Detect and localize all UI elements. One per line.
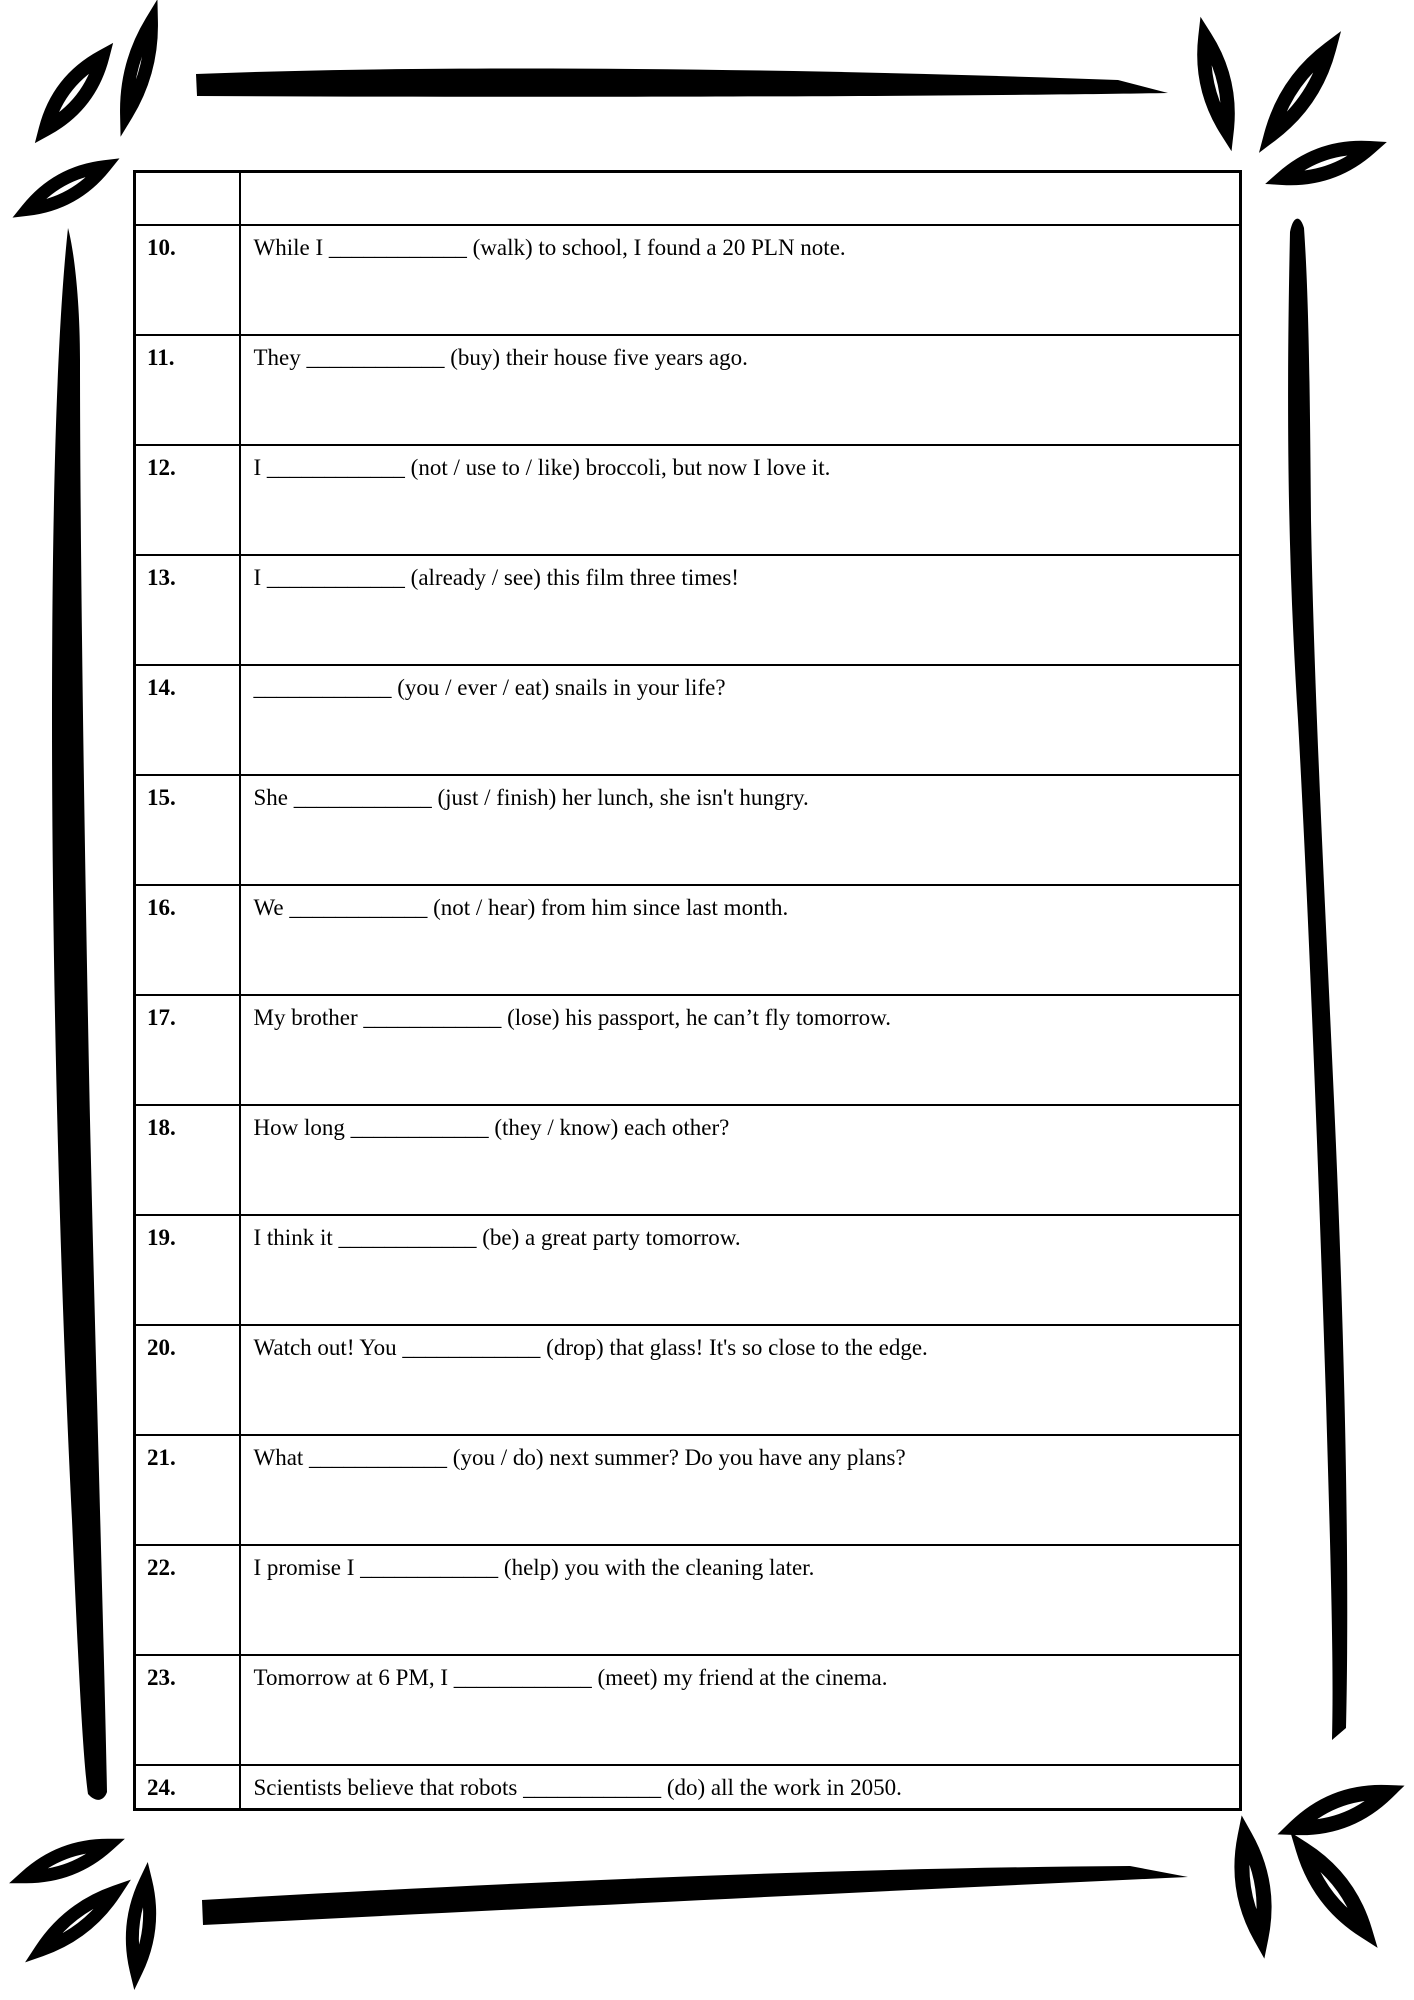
leaf-icon bbox=[1263, 44, 1336, 140]
header-cell-number bbox=[135, 172, 240, 225]
leaf-icon bbox=[1291, 1783, 1390, 1838]
exercise-number: 19. bbox=[135, 1215, 240, 1325]
leaf-icon bbox=[128, 1880, 153, 1971]
table-row bbox=[135, 1325, 1241, 1435]
table-row bbox=[135, 1215, 1241, 1325]
exercise-sentence: My brother ____________ (lose) his passport, he can’t fly tomorrow. bbox=[240, 995, 1241, 1105]
brush-stroke-bottom bbox=[202, 1866, 1188, 1925]
leaf-icon bbox=[36, 1886, 120, 1956]
table-row bbox=[135, 225, 1241, 335]
exercise-number: 10. bbox=[135, 225, 240, 335]
exercise-number: 15. bbox=[135, 775, 240, 885]
bottom-left-leaves bbox=[23, 1837, 154, 1971]
exercise-number: 14. bbox=[135, 665, 240, 775]
exercise-number: 18. bbox=[135, 1105, 240, 1215]
exercise-number: 22. bbox=[135, 1545, 240, 1655]
exercise-number: 16. bbox=[135, 885, 240, 995]
exercise-sentence: We ____________ (not / hear) from him since last month. bbox=[240, 885, 1241, 995]
table-row bbox=[135, 775, 1241, 885]
exercise-number: 20. bbox=[135, 1325, 240, 1435]
exercise-sentence: What ____________ (you / do) next summer? Do you have any plans? bbox=[240, 1435, 1241, 1545]
table-header-row bbox=[135, 172, 1241, 225]
table-row bbox=[135, 1435, 1241, 1545]
table-row bbox=[135, 1655, 1241, 1765]
exercise-number: 23. bbox=[135, 1655, 240, 1765]
table-row bbox=[135, 995, 1241, 1105]
bottom-right-leaves bbox=[1236, 1783, 1391, 1939]
top-right-leaves bbox=[1197, 35, 1373, 187]
exercise-sentence: I ____________ (not / use to / like) broccoli, but now I love it. bbox=[240, 445, 1241, 555]
exercise-sentence: Scientists believe that robots ____________ (do) all the work in 2050. bbox=[240, 1765, 1241, 1810]
exercise-number: 24. bbox=[135, 1765, 240, 1810]
exercise-sentence: She ____________ (just / finish) her lunch, she isn't hungry. bbox=[240, 775, 1241, 885]
table-row bbox=[135, 1105, 1241, 1215]
table-row bbox=[135, 555, 1241, 665]
table-row bbox=[135, 1765, 1241, 1810]
leaf-icon bbox=[120, 20, 158, 116]
exercise-number: 17. bbox=[135, 995, 240, 1105]
leaf-icon bbox=[23, 159, 109, 217]
brush-stroke-left bbox=[52, 228, 107, 1800]
table-row bbox=[135, 335, 1241, 445]
brush-stroke-top bbox=[196, 68, 1168, 96]
exercise-sentence: ____________ (you / ever / eat) snails in your life? bbox=[240, 665, 1241, 775]
exercise-sentence: While I ____________ (walk) to school, I found a 20 PLN note. bbox=[240, 225, 1241, 335]
table-row bbox=[135, 885, 1241, 995]
leaf-icon bbox=[38, 51, 110, 136]
exercise-number: 21. bbox=[135, 1435, 240, 1545]
table-row bbox=[135, 1545, 1241, 1655]
exercise-number: 12. bbox=[135, 445, 240, 555]
leaf-icon bbox=[1296, 1844, 1373, 1937]
exercise-sentence: They ____________ (buy) their house five years ago. bbox=[240, 335, 1241, 445]
exercise-number: 11. bbox=[135, 335, 240, 445]
brush-stroke-right bbox=[1288, 219, 1347, 1740]
leaf-icon bbox=[1236, 1835, 1271, 1939]
exercise-sentence: I promise I ____________ (help) you with the cleaning later. bbox=[240, 1545, 1241, 1655]
leaf-icon bbox=[1279, 139, 1372, 187]
worksheet-table bbox=[133, 170, 1242, 1811]
exercise-sentence: Watch out! You ____________ (drop) that glass! It's so close to the edge. bbox=[240, 1325, 1241, 1435]
leaf-icon bbox=[1197, 35, 1235, 132]
exercise-sentence: I think it ____________ (be) a great party tomorrow. bbox=[240, 1215, 1241, 1325]
header-cell-sentence bbox=[240, 172, 1241, 225]
exercise-sentence: I ____________ (already / see) this film three times! bbox=[240, 555, 1241, 665]
leaf-icon bbox=[23, 1837, 111, 1884]
exercise-sentence: How long ____________ (they / know) each other? bbox=[240, 1105, 1241, 1215]
exercise-sentence: Tomorrow at 6 PM, I ____________ (meet) my friend at the cinema. bbox=[240, 1655, 1241, 1765]
exercise-number: 13. bbox=[135, 555, 240, 665]
table-row bbox=[135, 445, 1241, 555]
table-row bbox=[135, 665, 1241, 775]
